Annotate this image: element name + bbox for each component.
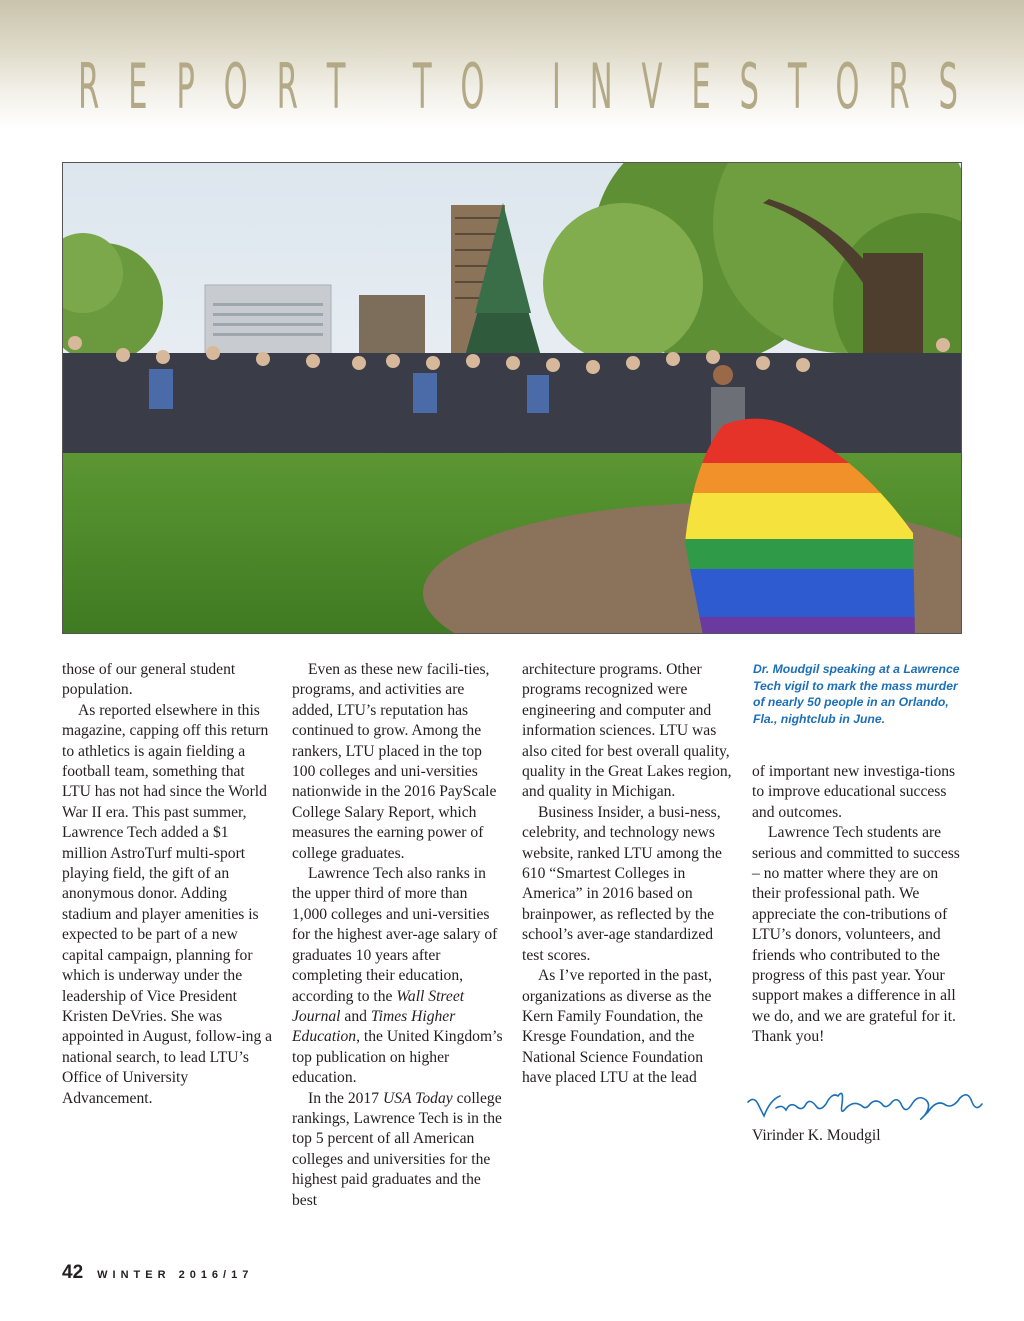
header-letter: T (326, 50, 346, 123)
signer-name: Virinder K. Moudgil (752, 1127, 881, 1144)
header-letter: R (78, 50, 100, 123)
header-letter: T (787, 50, 807, 123)
header-letter: O (835, 50, 860, 123)
paragraph: Business Insider, a busi-ness, celebrity, and technology news website, ranked LTU among the 610 “Smartest Colleges in America” in 2016 based on brainpower, as reflected by the school’s aver-age standardized test scores. (522, 803, 722, 964)
body-column-1 (62, 660, 274, 1109)
paragraph: In the 2017 USA Today college rankings, Lawrence Tech is in the top 5 percent of all American colleges and universities for the highest paid graduates and the best (292, 1089, 502, 1209)
header-letter: I (551, 50, 561, 123)
header-letter: E (691, 50, 711, 123)
header-letter: O (460, 50, 485, 123)
paragraph: As I’ve reported in the past, organizations as diverse as the Kern Family Foundation, the Kresge Foundation, and the National Science Foundation have placed LTU at the lead (522, 967, 713, 1087)
header-letter: T (412, 50, 432, 123)
photo-caption: Dr. Moudgil speaking at a Lawrence Tech vigil to mark the mass murder of nearly 50 people in an Orlando, Fla., nightclub in June. (753, 662, 960, 726)
header-letter: P (176, 50, 195, 123)
photo-vigil-rainbow-rock-icon (63, 163, 962, 634)
signature-icon (746, 1082, 986, 1128)
vigil-photo (62, 162, 962, 634)
header-letter: N (589, 50, 613, 123)
header-letter: R (888, 50, 910, 123)
body-column-4 (752, 762, 964, 1048)
header-letter: S (739, 50, 760, 123)
paragraph: of important new investiga-tions to improve educational success and outcomes. (752, 763, 956, 821)
header-letter: V (641, 50, 663, 123)
page-number: 42 (62, 1262, 84, 1283)
paragraph: Even as these new facili-ties, programs, and activities are added, LTU’s reputation has continued to grow. Among the rankers, LTU placed in the top 100 colleges and uni-versities nationwide in the 2016 PayScale College Salary Report, which measures the earning power of college graduates. (292, 661, 497, 862)
paragraph: Lawrence Tech also ranks in the upper third of more than 1,000 colleges and uni-versities for the highest aver-age salary of graduates 10 years after completing their education, according to the Wall Street Journal and Times Higher Education, the United Kingdom’s top publication on higher education. (292, 865, 503, 1087)
header-letter: S (938, 50, 958, 123)
header-letter: O (223, 50, 248, 123)
paragraph: those of our general student population. (62, 661, 236, 699)
header-letter (374, 52, 384, 122)
paragraph: Lawrence Tech students are serious and committed to success – no matter where they are on their professional path. We appreciate the con-tributions of LTU’s donors, volunteers, and friends who contributed to the progress of this past year. Your support makes a difference in all we do, and we are grateful for it. Thank you! (752, 824, 960, 1046)
page-footer (62, 1262, 253, 1284)
paragraph: architecture programs. Other programs recognized were engineering and computer and information sciences. LTU was also cited for best overall quality, quality in the Great Lakes region, and quality in Michigan. (522, 661, 732, 801)
body-column-2 (292, 660, 504, 1211)
issue-label: WINTER 2016/17 (97, 1269, 254, 1281)
page-header-title (78, 52, 958, 122)
body-column-3 (522, 660, 734, 1089)
header-letter (513, 52, 523, 122)
header-letter: E (128, 50, 148, 123)
paragraph: As reported elsewhere in this magazine, capping off this return to athletics is again fielding a football team, something that LTU has not had since the World War II era. This past summer, Lawrence Tech added a $1 million AstroTurf multi-sport playing field, the gift of an anonymous donor. Adding stadium and player amenities is expected to be part of a new capital campaign, planning for which is underway under the leadership of Vice President Kristen DeVries. She was appointed in August, follow-ing a national search, to lead LTU’s Office of University Advancement. (62, 701, 273, 1107)
header-letter: R (276, 50, 298, 123)
